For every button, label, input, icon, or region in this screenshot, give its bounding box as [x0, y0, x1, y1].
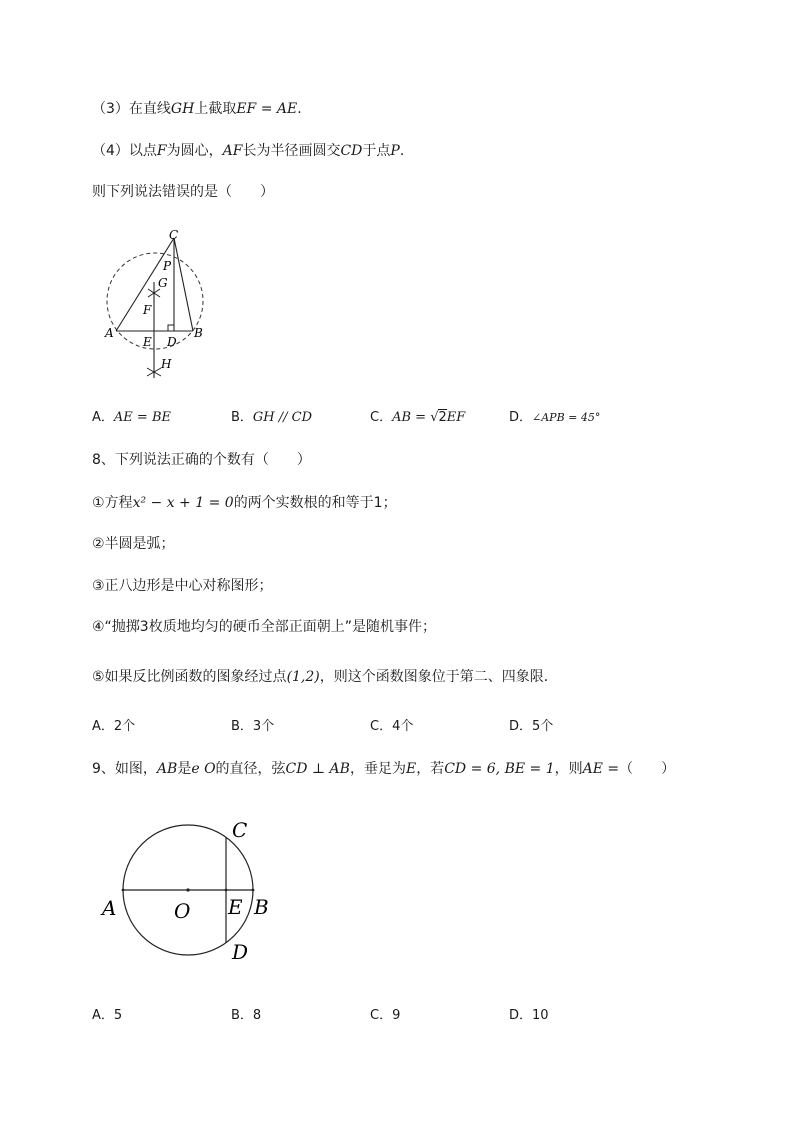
q7-option-d-letter: D．: [509, 410, 533, 425]
q7-option-b[interactable]: [231, 409, 312, 427]
q9-math-perp: CD ⊥ AB: [285, 761, 350, 777]
step-4-t1: 为圆心，: [166, 143, 223, 159]
step-4-math-cd: CD: [340, 143, 363, 159]
q8-stem: 8、下列说法正确的个数有（ ）: [92, 452, 311, 468]
q7-option-a-math: AE = BE: [113, 410, 171, 425]
q9-p1: 9、如图，: [92, 761, 157, 777]
q7-label-d: D: [167, 335, 177, 349]
q8-item-5-post: ，则这个函数图象位于第二、四象限．: [319, 669, 558, 685]
q7-option-d-math: ∠APB = 45°: [532, 411, 601, 424]
q8-item-3: ③正八边形是中心对称图形；: [92, 578, 273, 594]
q9-label-b: B: [254, 895, 269, 919]
q9-label-a: A: [102, 896, 117, 920]
q9-option-b[interactable]: [231, 1007, 261, 1025]
q9-p7: （ ）: [619, 761, 676, 777]
q8-option-c-value: 4个: [392, 719, 414, 734]
q8-item-2: ②半圆是弧；: [92, 536, 175, 552]
q7-label-a: A: [105, 326, 114, 340]
q9-point-a-dot: [122, 889, 125, 892]
q9-math-ae: AE =: [582, 761, 620, 777]
q8-option-b-value: 3个: [252, 719, 275, 734]
step-4-t3: 于点: [362, 143, 391, 159]
q9-option-a[interactable]: [92, 1007, 122, 1025]
step-3-math-ef: EF = AE: [236, 101, 298, 117]
q7-sqrt-symbol: √: [430, 410, 439, 425]
q8-option-b-letter: B．: [231, 719, 253, 734]
q9-option-d[interactable]: [509, 1007, 549, 1025]
q9-option-d-value: 10: [532, 1008, 549, 1023]
q9-option-a-letter: A．: [92, 1008, 114, 1023]
q9-option-b-letter: B．: [231, 1008, 253, 1023]
q7-figure: [95, 225, 215, 385]
q7-option-c-math-post: EF: [446, 410, 466, 425]
q7-sqrt-radicand: 2: [438, 410, 447, 425]
step-3-mid: 上截取: [194, 101, 237, 117]
q7-label-c: C: [169, 228, 179, 242]
q7-option-a[interactable]: [92, 409, 171, 427]
q7-option-d[interactable]: [509, 409, 600, 427]
step-4-math-p: P: [390, 143, 400, 159]
q9-p4: ，垂足为: [349, 761, 406, 777]
q8-item-5: [92, 668, 558, 686]
q9-point-e-dot: [225, 889, 228, 892]
q7-label-b: B: [194, 326, 203, 340]
q7-option-b-math: GH // CD: [252, 410, 313, 425]
q8-item-1-math: x² − x + 1 = 0: [132, 495, 234, 511]
q7-option-c-math-pre: AB =: [392, 410, 431, 425]
q9-math-ab: AB: [156, 761, 178, 777]
q9-option-c-value: 9: [392, 1008, 401, 1023]
q7-option-b-letter: B．: [231, 410, 253, 425]
q8-option-c-letter: C．: [370, 719, 393, 734]
q9-p3: 的直径，弦: [215, 761, 286, 777]
step-4-t2: 长为半径画圆交: [242, 143, 341, 159]
q9-label-c: C: [232, 818, 248, 842]
q9-label-e: E: [228, 895, 243, 919]
q9-math-given: CD = 6, BE = 1: [444, 761, 555, 777]
step-4-math-af: AF: [222, 143, 243, 159]
q8-item-4: ④“抛掷3枚质地均匀的硬币全部正面朝上”是随机事件；: [92, 619, 436, 635]
step-3-math-gh: GH: [170, 101, 195, 117]
q8-item-1-post: 的两个实数根的和等于1；: [233, 495, 397, 511]
q7-option-c[interactable]: [370, 409, 465, 427]
q8-item-5-pre: ⑤如果反比例函数的图象经过点: [92, 669, 287, 685]
q8-option-d-value: 5个: [532, 719, 554, 734]
q7-label-p: P: [163, 259, 172, 273]
q8-option-c[interactable]: [370, 718, 413, 736]
q9-p6: ，则: [554, 761, 583, 777]
q7-option-a-letter: A．: [92, 410, 114, 425]
q9-option-c[interactable]: [370, 1007, 400, 1025]
q7-label-f: F: [143, 303, 152, 317]
q8-item-5-math: (1,2): [286, 669, 320, 685]
q9-figure: [100, 815, 280, 965]
step-3-prefix: （3）在直线: [92, 101, 171, 117]
q7-option-c-letter: C．: [370, 410, 393, 425]
q7-stem: 则下列说法错误的是（ ）: [92, 184, 274, 200]
q9-center-dot: [186, 888, 189, 891]
q8-option-a[interactable]: [92, 718, 135, 736]
q9-math-circle-o: e O: [191, 761, 216, 777]
q9-stem: [92, 760, 675, 778]
q7-side-cb: [174, 238, 193, 331]
q9-p5: ，若: [416, 761, 445, 777]
q9-option-d-letter: D．: [509, 1008, 533, 1023]
q8-option-b[interactable]: [231, 718, 274, 736]
step-4-suffix: .: [399, 143, 405, 159]
step-4-math-f: F: [156, 143, 167, 159]
q9-option-a-value: 5: [113, 1008, 123, 1023]
q9-label-o: O: [174, 899, 191, 923]
q8-item-1-pre: ①方程: [92, 495, 133, 511]
q9-option-c-letter: C．: [370, 1008, 393, 1023]
q7-right-angle-mark: [168, 325, 174, 331]
q9-math-e: E: [405, 761, 417, 777]
q8-option-d[interactable]: [509, 718, 553, 736]
step-4-line: [92, 142, 404, 160]
q7-label-g: G: [158, 276, 168, 290]
q8-option-a-value: 2个: [113, 719, 136, 734]
q9-point-b-dot: [252, 889, 255, 892]
q8-option-d-letter: D．: [509, 719, 533, 734]
q8-item-1: [92, 494, 397, 512]
q8-option-a-letter: A．: [92, 719, 114, 734]
q9-option-b-value: 8: [252, 1008, 262, 1023]
q9-label-d: D: [232, 940, 249, 964]
step-3-suffix: .: [297, 101, 302, 117]
q7-label-h: H: [161, 357, 172, 371]
step-3-line: [92, 100, 302, 118]
step-4-prefix: （4）以点: [92, 143, 157, 159]
q9-p2: 是: [177, 761, 192, 777]
q7-dashed-circle: [107, 253, 203, 349]
q7-label-e: E: [143, 335, 152, 349]
